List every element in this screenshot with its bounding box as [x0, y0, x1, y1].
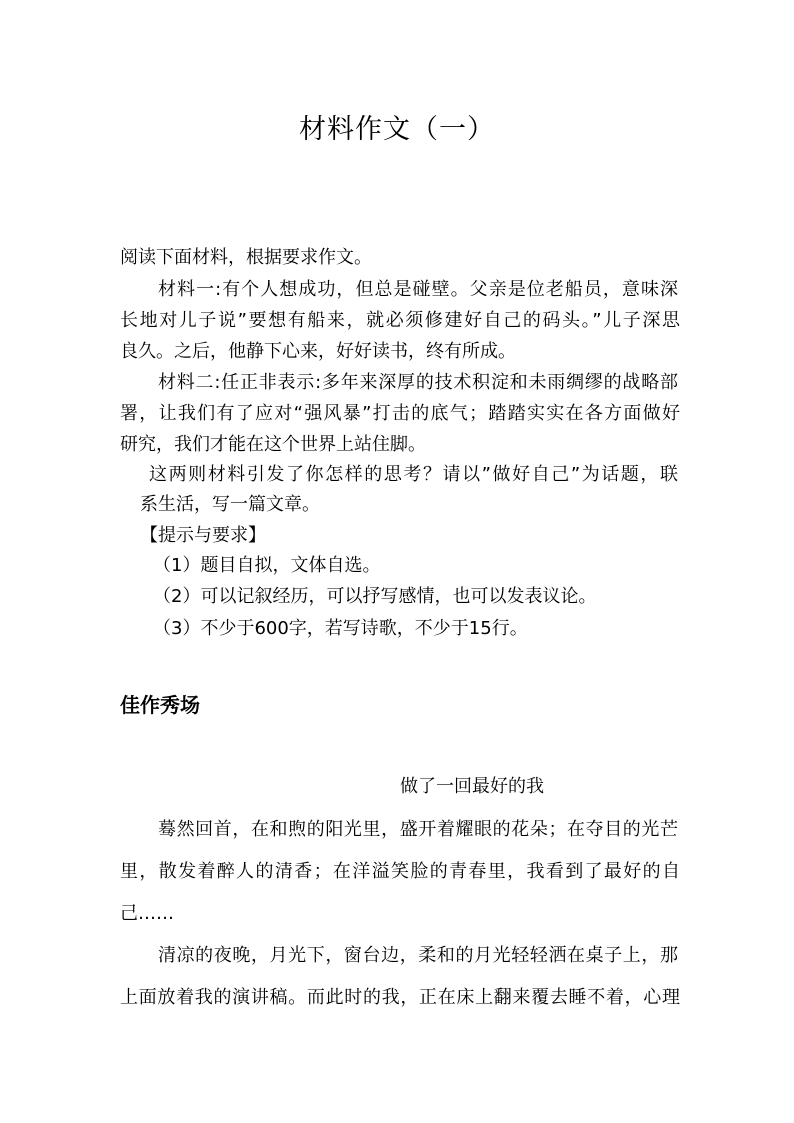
material1-line-3: 良久。之后，他静下心来，好好读书，终有所成。 [120, 341, 516, 362]
essay-para1-line-1: 蓦然回首，在和煦的阳光里，盛开着耀眼的花朵；在夺目的光芒 [158, 819, 678, 840]
material2-line-3: 研究，我们才能在这个世界上站住脚。 [120, 434, 426, 455]
essay-para1-line-3: 己…… [120, 903, 174, 924]
essay-para1-line-2: 里，散发着醉人的清香；在洋溢笑脸的青春里，我看到了最好的自 [120, 861, 680, 882]
material1-line-1: 材料一:有个人想成功，但总是碰壁。父亲是位老船员，意味深 [158, 279, 678, 300]
requirement-3: （3）不少于600字，若写诗歌，不少于15行。 [153, 618, 528, 639]
material1-line-2: 长地对儿子说”要想有船来，就必须修建好自己的码头。”儿子深思 [120, 310, 680, 331]
question-line-2: 系生活，写一篇文章。 [140, 494, 320, 515]
requirement-1: （1）题目自拟，文体自选。 [153, 555, 381, 576]
requirements-heading: 【提示与要求】 [140, 525, 266, 546]
essay-para2-line-2: 上面放着我的演讲稿。而此时的我，正在床上翻来覆去睡不着，心理 [120, 987, 680, 1008]
material2-line-1: 材料二:任正非表示:多年来深厚的技术积淀和未雨绸缪的战略部 [158, 372, 678, 393]
requirement-2: （2）可以记叙经历，可以抒写感情，也可以发表议论。 [153, 586, 597, 607]
material2-line-2: 署，让我们有了应对“强风暴”打击的底气；踏踏实实在各方面做好 [120, 403, 680, 424]
section-heading: 佳作秀场 [120, 693, 200, 717]
essay-title: 做了一回最好的我 [400, 776, 544, 797]
essay-para2-line-1: 清凉的夜晚，月光下，窗台边，柔和的月光轻轻洒在桌子上，那 [158, 945, 678, 966]
page-title: 材料作文（一） [299, 114, 495, 145]
question-line-1: 这两则材料引发了你怎样的思考？请以”做好自己”为话题，联 [149, 464, 678, 485]
intro-text: 阅读下面材料，根据要求作文。 [120, 247, 372, 268]
